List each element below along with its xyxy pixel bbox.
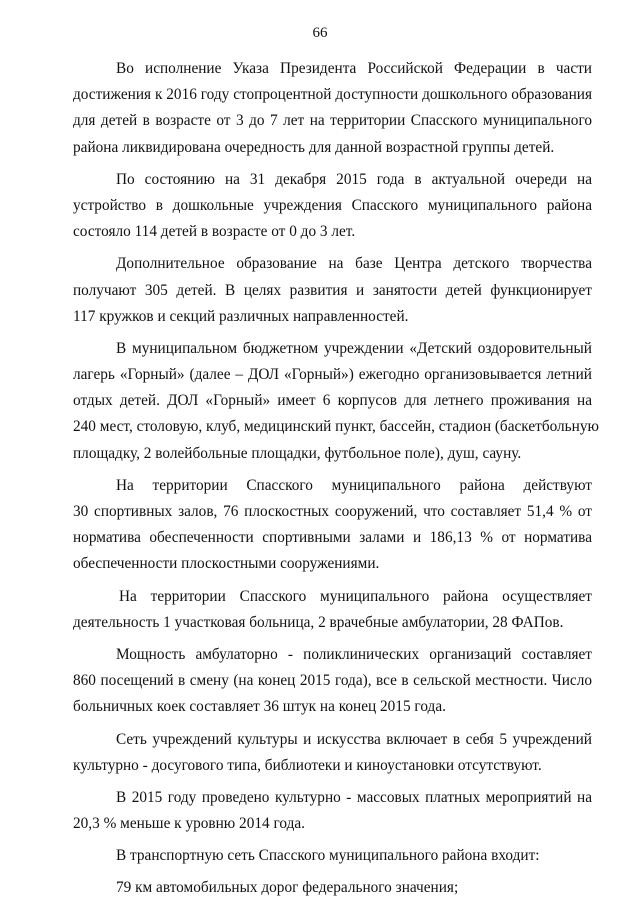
paragraph (73, 251, 592, 330)
paragraph (73, 727, 592, 779)
paragraph (73, 843, 592, 869)
text-line: 240 мест, столовую, клуб, медицинский пункт, бассейн, стадион (баскетбольную (73, 418, 599, 436)
text-line: лагерь «Горный» (далее – ДОЛ «Горный») ежегодно организовывается летний (73, 366, 592, 384)
paragraph (73, 167, 592, 246)
text-line: деятельность 1 участковая больница, 2 врачебные амбулатории, 28 ФАПов. (73, 613, 564, 631)
text-line: В транспортную сеть Спасского муниципального района входит: (116, 847, 540, 865)
paragraph (73, 785, 592, 837)
text-line: достижения к 2016 году стопроцентной доступности дошкольного образования (73, 86, 592, 104)
paragraph (73, 875, 592, 901)
text-line: Сеть учреждений культуры и искусства включает в себя 5 учреждений (116, 730, 592, 748)
page-number: 66 (312, 25, 328, 41)
text-line: Мощность амбулаторно - поликлинических организаций составляет (116, 645, 592, 663)
text-line: района ликвидирована очередность для данной возрастной группы детей. (73, 138, 555, 156)
paragraph (73, 336, 599, 467)
text-line: 30 спортивных залов, 76 плоскостных сооружений, что составляет 51,4 % от (73, 503, 592, 520)
text-line: обеспеченности плоскостными сооружениями. (73, 555, 380, 573)
text-line: устройство в дошкольные учреждения Спасского муниципального района (73, 196, 592, 214)
text-line: В муниципальном бюджетном учреждении «Детский оздоровительный (116, 339, 592, 357)
text-line: больничных коек составляет 36 штук на конец 2015 года. (73, 698, 446, 716)
text-line: для детей в возрасте от 3 до 7 лет на территории Спасского муниципального (73, 112, 592, 130)
text-line: 860 посещений в смену (на конец 2015 года), все в сельской местности. Число (73, 672, 592, 690)
text-line: Дополнительное образование на базе Центра детского творчества (116, 255, 592, 273)
text-line: состояло 114 детей в возрасте от 0 до 3 лет. (73, 223, 356, 241)
text-line: отдых детей. ДОЛ «Горный» имеет 6 корпусов для летнего проживания на (73, 392, 592, 410)
text-line: норматива обеспеченности спортивными залами и 186,13 % от норматива (73, 529, 592, 547)
text-line: На территории Спасского муниципального района осуществляет (119, 587, 592, 605)
paragraph (73, 642, 592, 721)
text-line: На территории Спасского муниципального района действуют (116, 476, 592, 494)
text-line: В 2015 году проведено культурно - массовых платных мероприятий на (116, 788, 592, 806)
paragraph (73, 473, 592, 578)
text-line: 20,3 % меньше к уровню 2014 года. (73, 815, 305, 833)
text-line: Во исполнение Указа Президента Российской Федерации в части (116, 60, 592, 77)
text-line: культурно - досугового типа, библиотеки и киноустановки отсутствуют. (73, 756, 542, 774)
text-line: По состоянию на 31 декабря 2015 года в актуальной очереди на (116, 170, 592, 188)
text-line: 117 кружков и секций различных направленностей. (73, 307, 409, 325)
paragraph (73, 56, 592, 161)
text-line: получают 305 детей. В целях развития и занятости детей функционирует (73, 281, 592, 299)
document-body (73, 56, 599, 908)
text-line: 79 км автомобильных дорог федерального значения; (116, 879, 459, 897)
text-line: площадку, 2 волейбольные площадки, футбольное поле), душ, сауну. (73, 444, 522, 462)
paragraph (73, 584, 592, 636)
